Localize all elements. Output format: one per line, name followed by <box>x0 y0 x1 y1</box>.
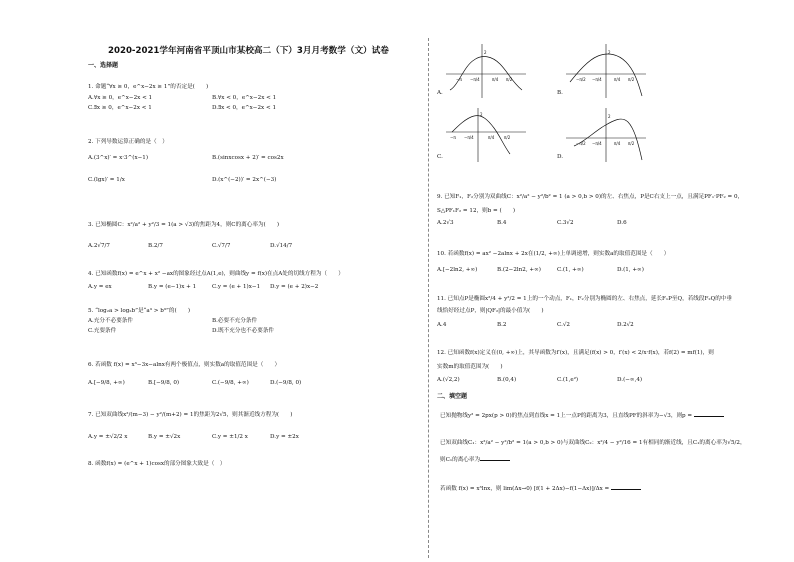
question-6-stem: 6. 若函数 f(x) = x³−3x−alnx有两个极值点，则实数a的取值范围是（ ） <box>88 362 281 368</box>
question-7-stem: 7. 已知双曲线x²/(m−3) − y²/(m+2) = 1的焦距为2√5，则其渐近线方程为( ) <box>88 412 293 418</box>
question-11-option-c: C.√2 <box>557 322 570 328</box>
question-12-option-c: C.(1,e²) <box>557 377 579 383</box>
question-12-stem: 12. 已知函数f(x)定义在(0, +∞)上，其导函数为f′(x)，且满足(f(x) > 0，f′(x) < 2/x·f(x)，若f(2) = mf(1)，则 <box>437 350 714 356</box>
graph-c-tick: −π <box>450 135 456 140</box>
question-5-option-b: B.必要不充分条件 <box>212 318 258 324</box>
question-10-option-d: D.(1, +∞) <box>617 267 644 273</box>
question-9-option-d: D.6 <box>617 220 627 226</box>
graph-d-y-label: 2 <box>608 114 611 119</box>
question-14-stem: 已知双曲线C₁：x²/a² − y²/b² = 1(a > 0,b > 0)与双曲线C₂：x²/4 − y²/16 = 1有相同的渐近线，且C₁的离心率为√5/2， <box>440 440 746 446</box>
question-2-stem: 2. 下列导数运算正确的是（ ） <box>88 139 168 145</box>
question-2-option-a: A.(3^x)′ = x·3^(x−1) <box>88 155 149 161</box>
answer-blank[interactable] <box>694 411 724 417</box>
graph-option-d <box>564 106 648 164</box>
question-6-option-b: B.[−9/8, 0) <box>148 380 180 386</box>
graph-a-label: A. <box>437 90 443 96</box>
question-6-option-c: C.(−9/8, +∞) <box>212 380 249 386</box>
question-2-option-b: B.(sinxcosx + 2)′ = cos2x <box>212 155 284 161</box>
question-1-option-b: B.∀x < 0，e^x−2x < 1 <box>212 95 277 101</box>
question-3-option-c: C.√7/7 <box>212 243 231 249</box>
graph-b-tick: −π/4 <box>592 77 602 82</box>
question-7-option-c: C.y = ±1/2 x <box>212 434 248 440</box>
question-10-option-c: C.(1, +∞) <box>557 267 584 273</box>
question-12-option-b: B.(0,4) <box>497 377 517 383</box>
answer-blank[interactable] <box>480 455 510 461</box>
question-10-option-a: A.[−2ln2, +∞) <box>437 267 478 273</box>
column-divider <box>428 38 429 558</box>
graph-c-tick: π/2 <box>504 135 511 140</box>
graph-c-tick: −π/4 <box>464 135 474 140</box>
question-6-option-d: D.(−9/8, 0) <box>270 380 302 386</box>
section-heading-choice: 一、选择题 <box>88 62 119 69</box>
question-9-stem-cont: S△PF₁F₂ = 12，则b = ( ) <box>437 208 516 214</box>
question-14-stem-cont <box>440 455 510 464</box>
graph-d-tick: π/4 <box>614 141 621 146</box>
question-3-stem: 3. 已知椭圆C：x²/a² + y²/3 = 1(a > √3)的焦距为4，则C的离心率为( ) <box>88 222 280 228</box>
question-2-option-c: C.(lgx)′ = 1/x <box>88 177 125 183</box>
question-4-option-c: C.y = (e + 1)x−1 <box>212 284 261 290</box>
question-11-option-b: B.2 <box>497 322 507 328</box>
graph-b-tick: π/2 <box>628 77 635 82</box>
question-3-option-d: D.√14/7 <box>270 243 293 249</box>
question-4-stem: 4. 已知函数f(x) = e^x + x² −ax的图象经过点A(1,e)，则曲线y = f(x)在点A处的切线方程为（ ） <box>88 271 344 277</box>
question-11-stem: 11. 已知点P是椭圆x²/4 + y²/2 = 1上的一个动点，F₁，F₂分别为椭圆的左、右焦点，延长F₁P至Q，若线段F₂Q的中垂 <box>437 296 732 302</box>
question-5-option-a: A.充分不必要条件 <box>88 318 133 324</box>
question-10-option-b: B.(2−2ln2, +∞) <box>497 267 541 273</box>
question-9-option-a: A.2√3 <box>437 220 454 226</box>
graph-d-tick: −π/2 <box>576 141 586 146</box>
question-7-option-a: A.y = ±√2/2 x <box>88 434 128 440</box>
question-7-option-b: B.y = ±√2x <box>148 434 181 440</box>
graph-a-tick: −π/4 <box>470 77 480 82</box>
question-4-option-d: D.y = (e + 2)x−2 <box>270 284 319 290</box>
graph-d-tick: −π/4 <box>592 141 602 146</box>
question-2-option-d: D.(x^(−2))′ = 2x^(−3) <box>212 177 277 183</box>
question-5-option-d: D.既不充分也不必要条件 <box>212 328 275 334</box>
question-1-option-c: C.∃x ≥ 0，e^x−2x < 1 <box>88 105 152 111</box>
graph-option-a <box>444 42 528 100</box>
graph-d-tick: π/2 <box>628 141 635 146</box>
question-7-option-d: D.y = ±2x <box>270 434 299 440</box>
question-13-stem <box>440 411 724 420</box>
question-15-text: 若函数 f(x) = x³lnx，则 lim(Δx→0) [f(1 + 2Δx)−f(1−Δx)]/Δx = <box>440 486 612 492</box>
graph-c-tick: π/4 <box>488 135 495 140</box>
graph-a-tick: π/2 <box>506 77 513 82</box>
question-5-stem: 5. “log₂a > log₂b”是“a³ > b³”的( ) <box>88 308 191 314</box>
question-5-option-c: C.充要条件 <box>88 328 117 334</box>
question-11-option-d: D.2√2 <box>617 322 634 328</box>
graph-b-label: B. <box>557 90 563 96</box>
question-1-stem: 1. 命题“∀x ≥ 0，e^x−2x ≥ 1”的否定是( ) <box>88 84 209 90</box>
question-13-text: 已知抛物线y² = 2px(p > 0)的焦点到直线x = 1上一点P的距离为3，且直线PF的斜率为−√3，则p = <box>440 413 694 419</box>
graph-d-label: D. <box>557 154 564 160</box>
question-1-option-d: D.∃x < 0，e^x−2x < 1 <box>212 105 277 111</box>
question-14-text: 则C₁的离心率为 <box>440 457 481 463</box>
question-3-option-a: A.2√7/7 <box>88 243 110 249</box>
question-11-option-a: A.4 <box>437 322 447 328</box>
graph-c-label: C. <box>437 154 443 160</box>
question-4-option-b: B.y = (e−1)x + 1 <box>148 284 197 290</box>
section-heading-fill: 二、填空题 <box>437 393 468 400</box>
question-12-stem-cont: 实数m的取值范围为( ) <box>437 364 503 370</box>
answer-blank[interactable] <box>611 484 641 490</box>
graph-a-y-label: 2 <box>484 50 487 55</box>
question-1-option-a: A.∀x ≥ 0，e^x−2x < 1 <box>88 95 153 101</box>
page-title: 2020-2021学年河南省平顶山市某校高二（下）3月月考数学（文）试卷 <box>108 46 389 56</box>
question-9-option-c: C.3√2 <box>557 220 574 226</box>
graph-option-b <box>564 42 648 100</box>
question-12-option-d: D.(−∞,4) <box>617 377 643 383</box>
question-8-stem: 8. 函数f(x) = (e^x + 1)cosx的部分图象大致是（ ） <box>88 461 226 467</box>
question-9-option-b: B.4 <box>497 220 507 226</box>
question-6-option-a: A.[−9/8, +∞) <box>88 380 125 386</box>
graph-b-tick: π/4 <box>614 77 621 82</box>
question-4-option-a: A.y = ex <box>88 284 112 290</box>
graph-a-tick: −π <box>456 77 462 82</box>
question-3-option-b: B.2/7 <box>148 243 163 249</box>
graph-c-y-label: 2 <box>480 112 483 117</box>
question-11-stem-cont: 线恰好经过点P，则|QF₂|的最小值为( ) <box>437 308 544 314</box>
question-12-option-a: A.(√2,2) <box>437 377 460 383</box>
graph-b-y-label: 2 <box>608 50 611 55</box>
question-15-stem <box>440 484 641 493</box>
graph-a-tick: π/4 <box>492 77 499 82</box>
graph-b-tick: −π/2 <box>576 77 586 82</box>
graph-option-c <box>444 106 528 164</box>
question-10-stem: 10. 若函数f(x) = ax² −2alnx + 2x在(1/2, +∞)上单调递增，则实数a的取值范围是（ ） <box>437 251 670 257</box>
question-9-stem: 9. 已知F₁，F₂分别为双曲线C：x²/a² − y²/b² = 1 (a > 0,b > 0)的左、右焦点，P是C右支上一点，且满足PF₁·PF₂ = 0， <box>437 194 744 200</box>
